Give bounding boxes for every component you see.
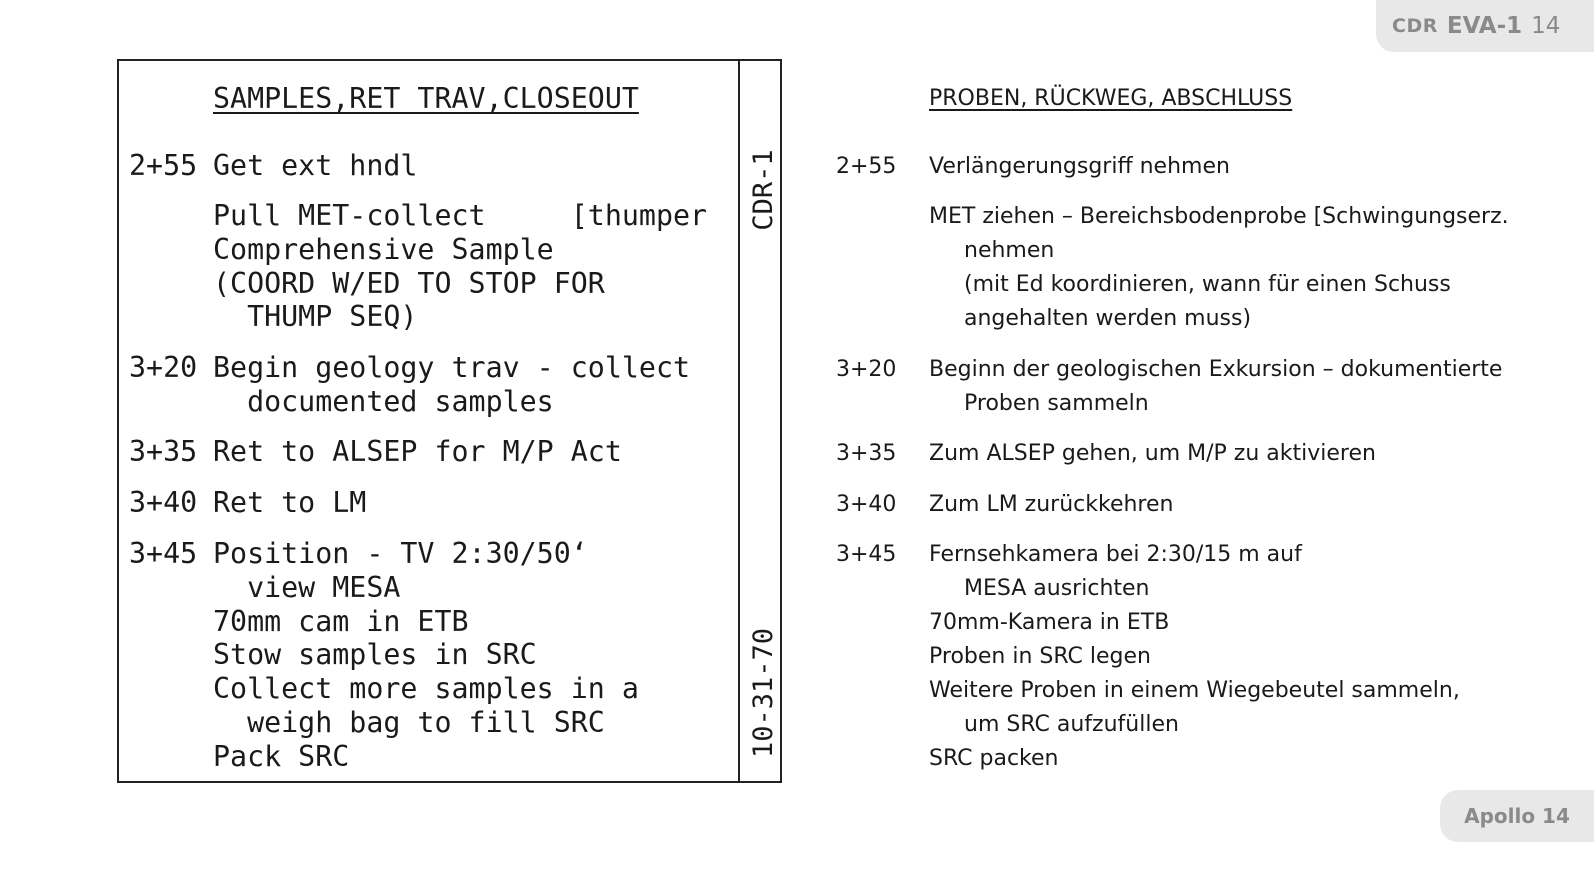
- step-line: Zum ALSEP gehen, um M/P zu aktivieren: [929, 441, 1376, 466]
- step-time: 3+40: [129, 486, 198, 519]
- page-header-tab: [1376, 0, 1594, 52]
- side-label-date: 10-31-70: [748, 627, 779, 759]
- step-line: Ret to LM: [213, 486, 367, 519]
- checklist-title: SAMPLES,RET TRAV,CLOSEOUT: [213, 82, 639, 115]
- step-time: 3+45: [129, 537, 198, 570]
- step-line: 70mm-Kamera in ETB: [929, 610, 1170, 635]
- step-line: Beginn der geologischen Exkursion – dokumentierte: [929, 357, 1503, 382]
- step-line: Collect more samples in a: [213, 672, 639, 706]
- step-line: Position - TV 2:30/50‘: [213, 537, 588, 570]
- step-time: 2+55: [836, 154, 897, 179]
- step-line: Get ext hndl: [213, 149, 418, 182]
- step-line: view MESA: [213, 570, 401, 604]
- checklist-step: [129, 537, 639, 875]
- step-line: MET ziehen – Bereichsbodenprobe [Schwingungserz.: [929, 204, 1509, 229]
- step-time: 3+20: [836, 357, 897, 382]
- step-line: Proben sammeln: [964, 391, 1149, 416]
- step-line: Pack SRC: [213, 739, 350, 773]
- step-line: SRC packen: [929, 746, 1059, 771]
- step-line: (mit Ed koordinieren, wann für einen Schuss: [964, 272, 1451, 297]
- page-footer-tab: [1440, 790, 1594, 842]
- step-line: um SRC aufzufüllen: [964, 712, 1179, 737]
- step-line: THUMP SEQ): [213, 300, 418, 334]
- step-time: 3+35: [129, 435, 198, 468]
- step-line: Proben in SRC legen: [929, 644, 1151, 669]
- step-line: documented samples: [213, 384, 554, 418]
- side-label-crew: CDR-1: [748, 149, 779, 231]
- step-line: Pull MET-collect [thumper: [213, 199, 708, 232]
- step-line: 70mm cam in ETB: [213, 604, 469, 638]
- checklist-card: [117, 59, 782, 783]
- header-page-number: 14: [1531, 13, 1561, 39]
- step-line: Weitere Proben in einem Wiegebeutel sammeln,: [929, 678, 1460, 703]
- header-role: CDR: [1392, 15, 1438, 37]
- translation-title: PROBEN, RÜCKWEG, ABSCHLUSS: [929, 86, 1293, 111]
- step-line: nehmen: [964, 238, 1055, 263]
- step-line: (COORD W/ED TO STOP FOR: [213, 266, 605, 300]
- header-eva: EVA-1: [1446, 13, 1523, 39]
- step-line: Comprehensive Sample: [213, 232, 554, 266]
- step-time: 2+55: [129, 149, 198, 182]
- step-time: 3+35: [836, 441, 897, 466]
- step-time: 3+20: [129, 351, 198, 384]
- step-time: 3+40: [836, 492, 897, 517]
- step-line: Ret to ALSEP for M/P Act: [213, 435, 622, 468]
- footer-mission: Apollo 14: [1464, 804, 1570, 828]
- checklist-divider: [738, 61, 740, 781]
- step-line: Begin geology trav - collect: [213, 351, 691, 384]
- step-time: 3+45: [836, 542, 897, 567]
- step-line: Verlängerungsgriff nehmen: [929, 154, 1230, 179]
- step-line: angehalten werden muss): [964, 306, 1252, 331]
- step-line: Fernsehkamera bei 2:30/15 m auf: [929, 542, 1302, 567]
- step-line: Stow samples in SRC: [213, 638, 537, 672]
- step-line: Zum LM zurückkehren: [929, 492, 1174, 517]
- step-line: weigh bag to fill SRC: [213, 706, 605, 739]
- step-line: MESA ausrichten: [964, 576, 1150, 601]
